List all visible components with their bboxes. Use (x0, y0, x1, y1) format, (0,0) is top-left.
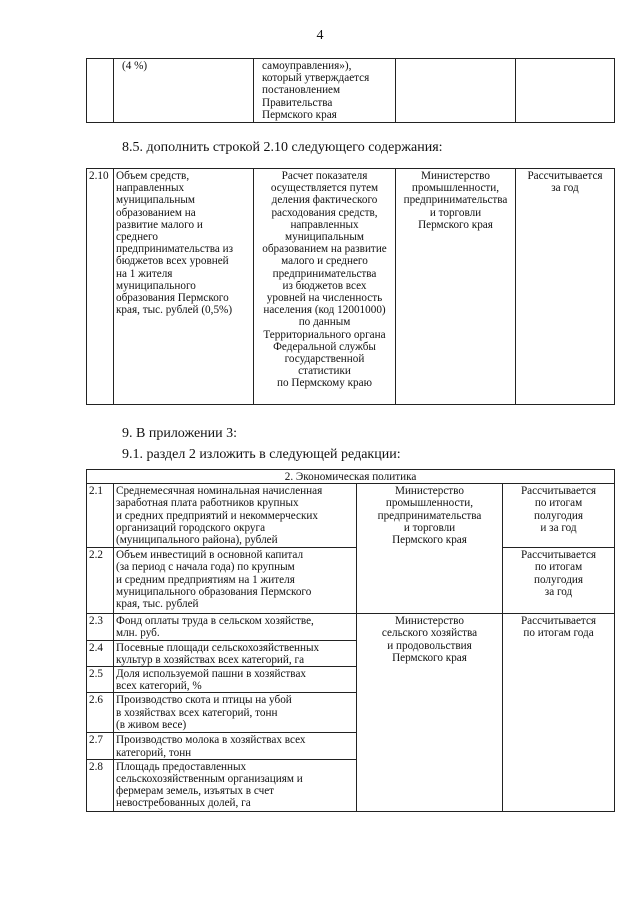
row-name: Площадь предоставленных сельскохозяйственным организациям и фермерам земель, изъятых в счет невостребованных долей, га (114, 759, 357, 811)
top-table (86, 58, 615, 123)
row-num: 2.6 (87, 693, 114, 733)
top-cell-ministry (396, 59, 516, 123)
row-name: Доля используемой пашни в хозяйствах всех категорий, % (114, 667, 357, 693)
top-cell-method: самоуправления»), который утверждается постановлением Правительства Пермского края (254, 59, 396, 123)
paragraph-9-1: 9.1. раздел 2 изложить в следующей редакции: (122, 447, 401, 462)
row-2-10-name: Объем средств, направленных муниципальным образованием на развитие малого и среднего предпринимательства из бюджетов всех уровней на 1 жителя муниципального образования Пермского края, тыс. рублей (0,5%) (114, 169, 254, 405)
row-2-10-ministry: Министерство промышленности, предпринимательства и торговли Пермского края (396, 169, 516, 405)
top-cell-name: (4 %) (114, 59, 254, 123)
row-2-10-method: Расчет показателя осуществляется путем деления фактического расходования средств, направленных муниципальным образованием на развитие малого и среднего предпринимательства из бюджетов всех уровней на численность населения (код 12001000) по данным Территориального органа Федеральной службы государственной статистики по Пермскому краю (254, 169, 396, 405)
row-name: Фонд оплаты труда в сельском хозяйстве, млн. руб. (114, 614, 357, 640)
row-name: Посевные площади сельскохозяйственных культур в хозяйствах всех категорий, га (114, 640, 357, 666)
row-num: 2.7 (87, 733, 114, 759)
row-num: 2.5 (87, 667, 114, 693)
period-year: Рассчитывается по итогам года (503, 614, 615, 812)
row-2-10-period: Рассчитывается за год (516, 169, 615, 405)
row-name: Объем инвестиций в основной капитал (за период с начала года) по крупным и средним предприятиям на 1 жителя муниципального образования Пермского края, тыс. рублей (114, 548, 357, 614)
period-cell: Рассчитывается по итогам полугодия и за год (503, 484, 615, 548)
paragraph-8-5: 8.5. дополнить строкой 2.10 следующего содержания: (122, 140, 443, 155)
row-num: 2.3 (87, 614, 114, 640)
row-2-10-num: 2.10 (87, 169, 114, 405)
top-cell-num (87, 59, 114, 123)
page-number: 4 (316, 28, 324, 43)
row-name: Среднемесячная номинальная начисленная заработная плата работников крупных и средних предприятий и некоммерческих организаций городского округа (муниципального района), рублей (114, 484, 357, 548)
row-num: 2.4 (87, 640, 114, 666)
period-cell: Рассчитывается по итогам полугодия за год (503, 548, 615, 614)
top-cell-period (516, 59, 615, 123)
row-name: Производство молока в хозяйствах всех категорий, тонн (114, 733, 357, 759)
ministry-industry: Министерство промышленности, предпринимательства и торговли Пермского края (357, 484, 503, 614)
section-2-table (86, 469, 615, 812)
row-num: 2.1 (87, 484, 114, 548)
row-name: Производство скота и птицы на убой в хозяйствах всех категорий, тонн (в живом весе) (114, 693, 357, 733)
paragraph-9: 9. В приложении 3: (122, 426, 238, 441)
row-num: 2.8 (87, 759, 114, 811)
ministry-agriculture: Министерство сельского хозяйства и продовольствия Пермского края (357, 614, 503, 812)
row-num: 2.2 (87, 548, 114, 614)
row-2-10-table (86, 168, 615, 405)
section-header: 2. Экономическая политика (87, 470, 615, 484)
